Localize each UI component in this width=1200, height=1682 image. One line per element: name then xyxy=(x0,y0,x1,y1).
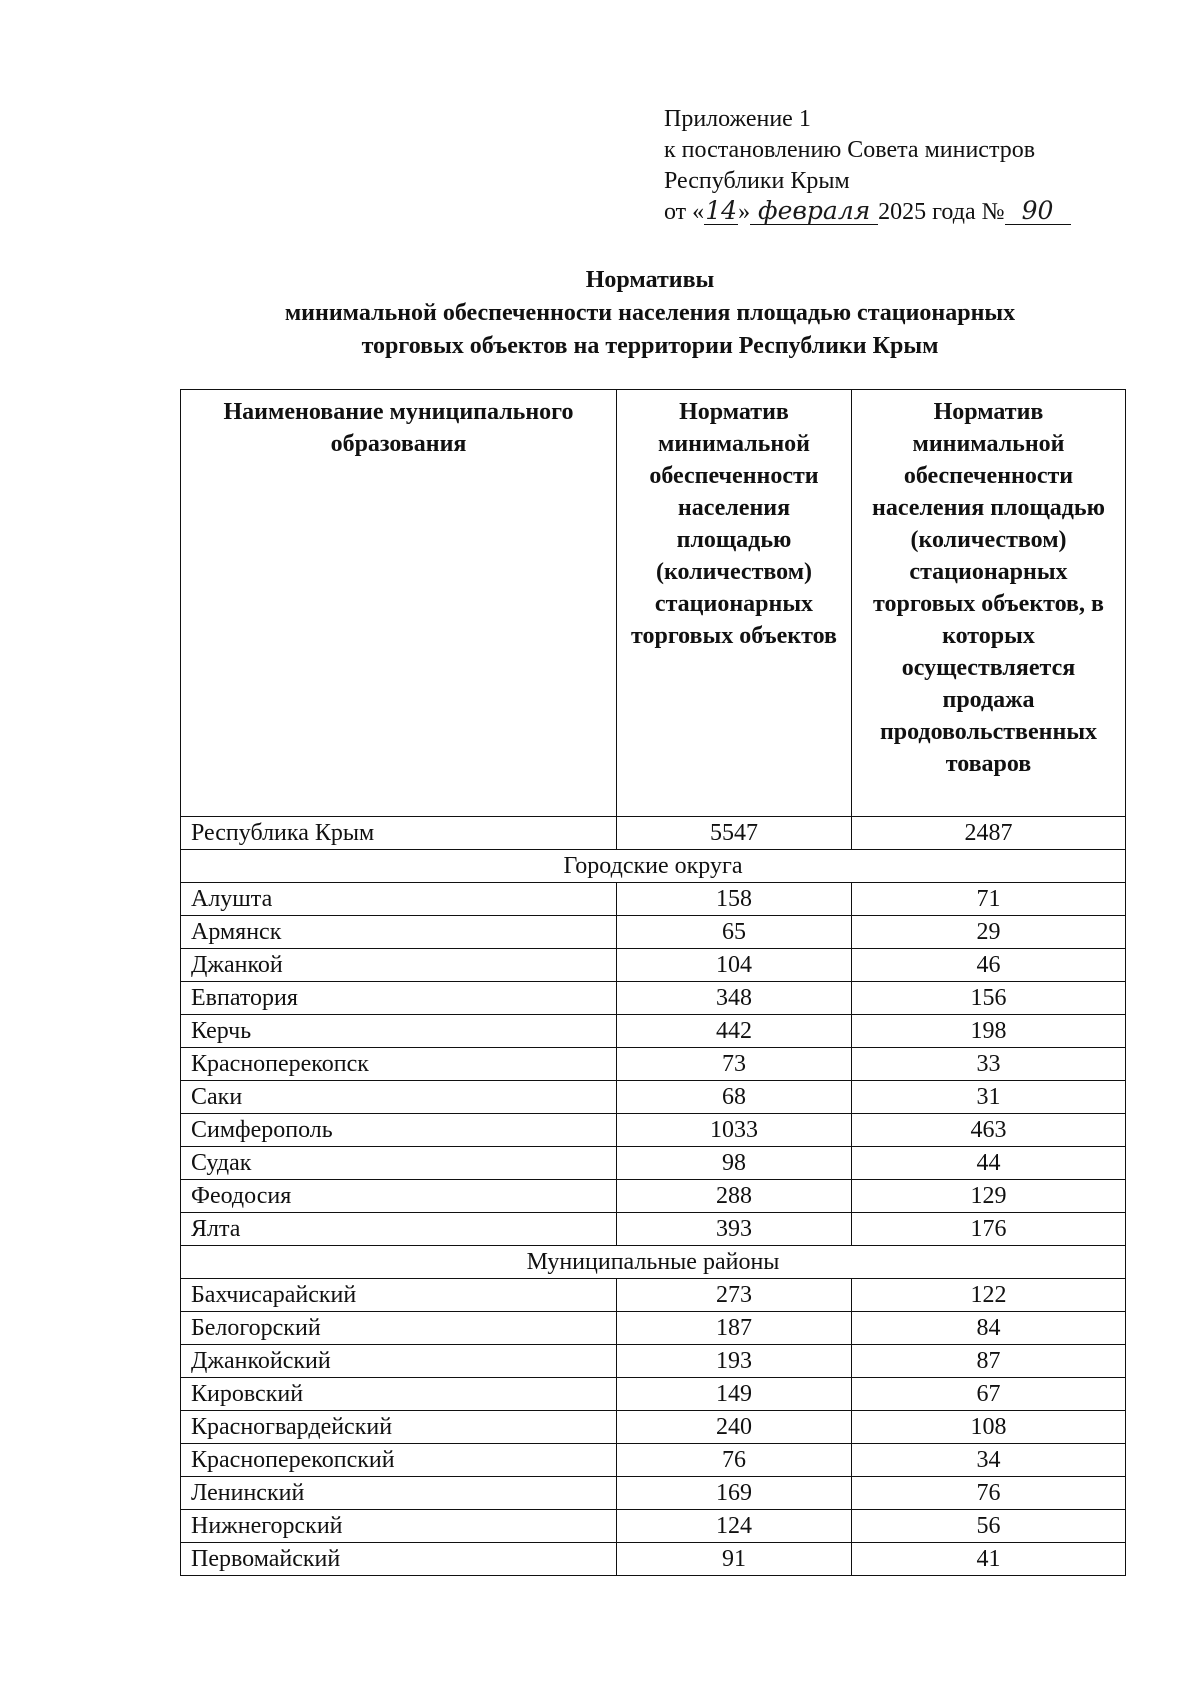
table-row xyxy=(181,1378,1126,1411)
row-value-total: 393 xyxy=(617,1213,852,1246)
row-value-total: 124 xyxy=(617,1510,852,1543)
row-value-food: 67 xyxy=(852,1378,1126,1411)
date-day-handwritten: 14 xyxy=(705,196,738,225)
table-row xyxy=(181,1444,1126,1477)
date-sep: » xyxy=(738,199,751,225)
row-value-total: 240 xyxy=(617,1411,852,1444)
date-prefix: от « xyxy=(664,199,705,225)
row-name: Бахчисарайский xyxy=(181,1279,617,1312)
row-name: Нижнегорский xyxy=(181,1510,617,1543)
row-name: Саки xyxy=(181,1081,617,1114)
row-value-food: 108 xyxy=(852,1411,1126,1444)
table-row xyxy=(181,1312,1126,1345)
row-name: Алушта xyxy=(181,883,617,916)
row-value-total: 98 xyxy=(617,1147,852,1180)
row-name: Феодосия xyxy=(181,1180,617,1213)
row-name: Симферополь xyxy=(181,1114,617,1147)
row-value-total: 65 xyxy=(617,916,852,949)
row-value-food: 44 xyxy=(852,1147,1126,1180)
table-row xyxy=(181,1114,1126,1147)
header-norm-food: Норматив минимальной обеспеченности населения площадью (количеством) стационарных торговых объектов, в которых осуществляется продажа продовольственных товаров xyxy=(852,390,1126,817)
section-header-urban xyxy=(181,850,1126,883)
appendix-republic: Республики Крым xyxy=(664,168,850,194)
row-value-total: 158 xyxy=(617,883,852,916)
row-name: Кировский xyxy=(181,1378,617,1411)
table-row xyxy=(181,1081,1126,1114)
section-title: Муниципальные районы xyxy=(181,1246,1126,1279)
row-value-total: 76 xyxy=(617,1444,852,1477)
table-row xyxy=(181,1411,1126,1444)
row-value-total: 68 xyxy=(617,1081,852,1114)
date-year: 2025 года № xyxy=(878,199,1005,225)
appendix-title: Приложение 1 xyxy=(664,106,811,132)
appendix-date-line xyxy=(664,197,1134,228)
table-header-row xyxy=(181,390,1126,817)
row-value-food: 46 xyxy=(852,949,1126,982)
row-name: Красногвардейский xyxy=(181,1411,617,1444)
row-value-food: 71 xyxy=(852,883,1126,916)
table-row xyxy=(181,1345,1126,1378)
table-row xyxy=(181,916,1126,949)
row-name: Судак xyxy=(181,1147,617,1180)
table-row xyxy=(181,1543,1126,1576)
table-row xyxy=(181,883,1126,916)
row-value-total: 169 xyxy=(617,1477,852,1510)
table-row xyxy=(181,1015,1126,1048)
document-title xyxy=(180,264,1120,363)
row-value-food: 122 xyxy=(852,1279,1126,1312)
row-value-food: 84 xyxy=(852,1312,1126,1345)
row-value-food: 176 xyxy=(852,1213,1126,1246)
row-value-total: 193 xyxy=(617,1345,852,1378)
row-value-total: 273 xyxy=(617,1279,852,1312)
row-value-food: 463 xyxy=(852,1114,1126,1147)
row-name: Ленинский xyxy=(181,1477,617,1510)
title-line-2: минимальной обеспеченности населения площадью стационарных xyxy=(284,300,1016,326)
date-month-handwritten: февраля xyxy=(750,198,878,225)
title-line-1: Нормативы xyxy=(585,267,715,293)
row-value-food: 129 xyxy=(852,1180,1126,1213)
row-value-food: 76 xyxy=(852,1477,1126,1510)
row-name: Первомайский xyxy=(181,1543,617,1576)
table-row xyxy=(181,1213,1126,1246)
row-name: Джанкойский xyxy=(181,1345,617,1378)
row-value-food: 41 xyxy=(852,1543,1126,1576)
row-name: Ялта xyxy=(181,1213,617,1246)
table-row xyxy=(181,982,1126,1015)
row-value-total: 149 xyxy=(617,1378,852,1411)
row-value-total: 187 xyxy=(617,1312,852,1345)
row-name: Красноперекопск xyxy=(181,1048,617,1081)
appendix-resolution: к постановлению Совета министров xyxy=(664,137,1036,163)
row-name: Евпатория xyxy=(181,982,617,1015)
row-value-total: 5547 xyxy=(617,817,852,850)
resolution-number-handwritten: 90 xyxy=(1005,198,1071,225)
row-value-food: 29 xyxy=(852,916,1126,949)
row-name: Белогорский xyxy=(181,1312,617,1345)
row-value-total: 104 xyxy=(617,949,852,982)
table-row xyxy=(181,1279,1126,1312)
row-name: Джанкой xyxy=(181,949,617,982)
table-row xyxy=(181,1180,1126,1213)
row-name: Республика Крым xyxy=(181,817,617,850)
row-name: Керчь xyxy=(181,1015,617,1048)
row-name: Красноперекопский xyxy=(181,1444,617,1477)
row-value-food: 87 xyxy=(852,1345,1126,1378)
row-value-total: 1033 xyxy=(617,1114,852,1147)
section-header-municipal xyxy=(181,1246,1126,1279)
table-row-total xyxy=(181,817,1126,850)
row-value-total: 348 xyxy=(617,982,852,1015)
row-value-food: 34 xyxy=(852,1444,1126,1477)
title-line-3: торговых объектов на территории Республики Крым xyxy=(361,333,939,359)
row-value-total: 73 xyxy=(617,1048,852,1081)
row-value-total: 91 xyxy=(617,1543,852,1576)
table-row xyxy=(181,1048,1126,1081)
row-value-food: 33 xyxy=(852,1048,1126,1081)
row-value-total: 288 xyxy=(617,1180,852,1213)
row-value-food: 198 xyxy=(852,1015,1126,1048)
municipal-districts-body xyxy=(181,1279,1126,1576)
table-row xyxy=(181,1477,1126,1510)
table-row xyxy=(181,949,1126,982)
header-municipality: Наименование муниципального образования xyxy=(181,390,617,817)
table-row xyxy=(181,1147,1126,1180)
row-value-food: 31 xyxy=(852,1081,1126,1114)
row-name: Армянск xyxy=(181,916,617,949)
section-title: Городские округа xyxy=(181,850,1126,883)
row-value-total: 442 xyxy=(617,1015,852,1048)
row-value-food: 56 xyxy=(852,1510,1126,1543)
norms-table xyxy=(180,389,1126,1576)
row-value-food: 156 xyxy=(852,982,1126,1015)
header-norm-total: Норматив минимальной обеспеченности населения площадью (количеством) стационарных торговых объектов xyxy=(617,390,852,817)
row-value-food: 2487 xyxy=(852,817,1126,850)
table-row xyxy=(181,1510,1126,1543)
urban-districts-body xyxy=(181,883,1126,1246)
appendix-header xyxy=(664,104,1134,228)
